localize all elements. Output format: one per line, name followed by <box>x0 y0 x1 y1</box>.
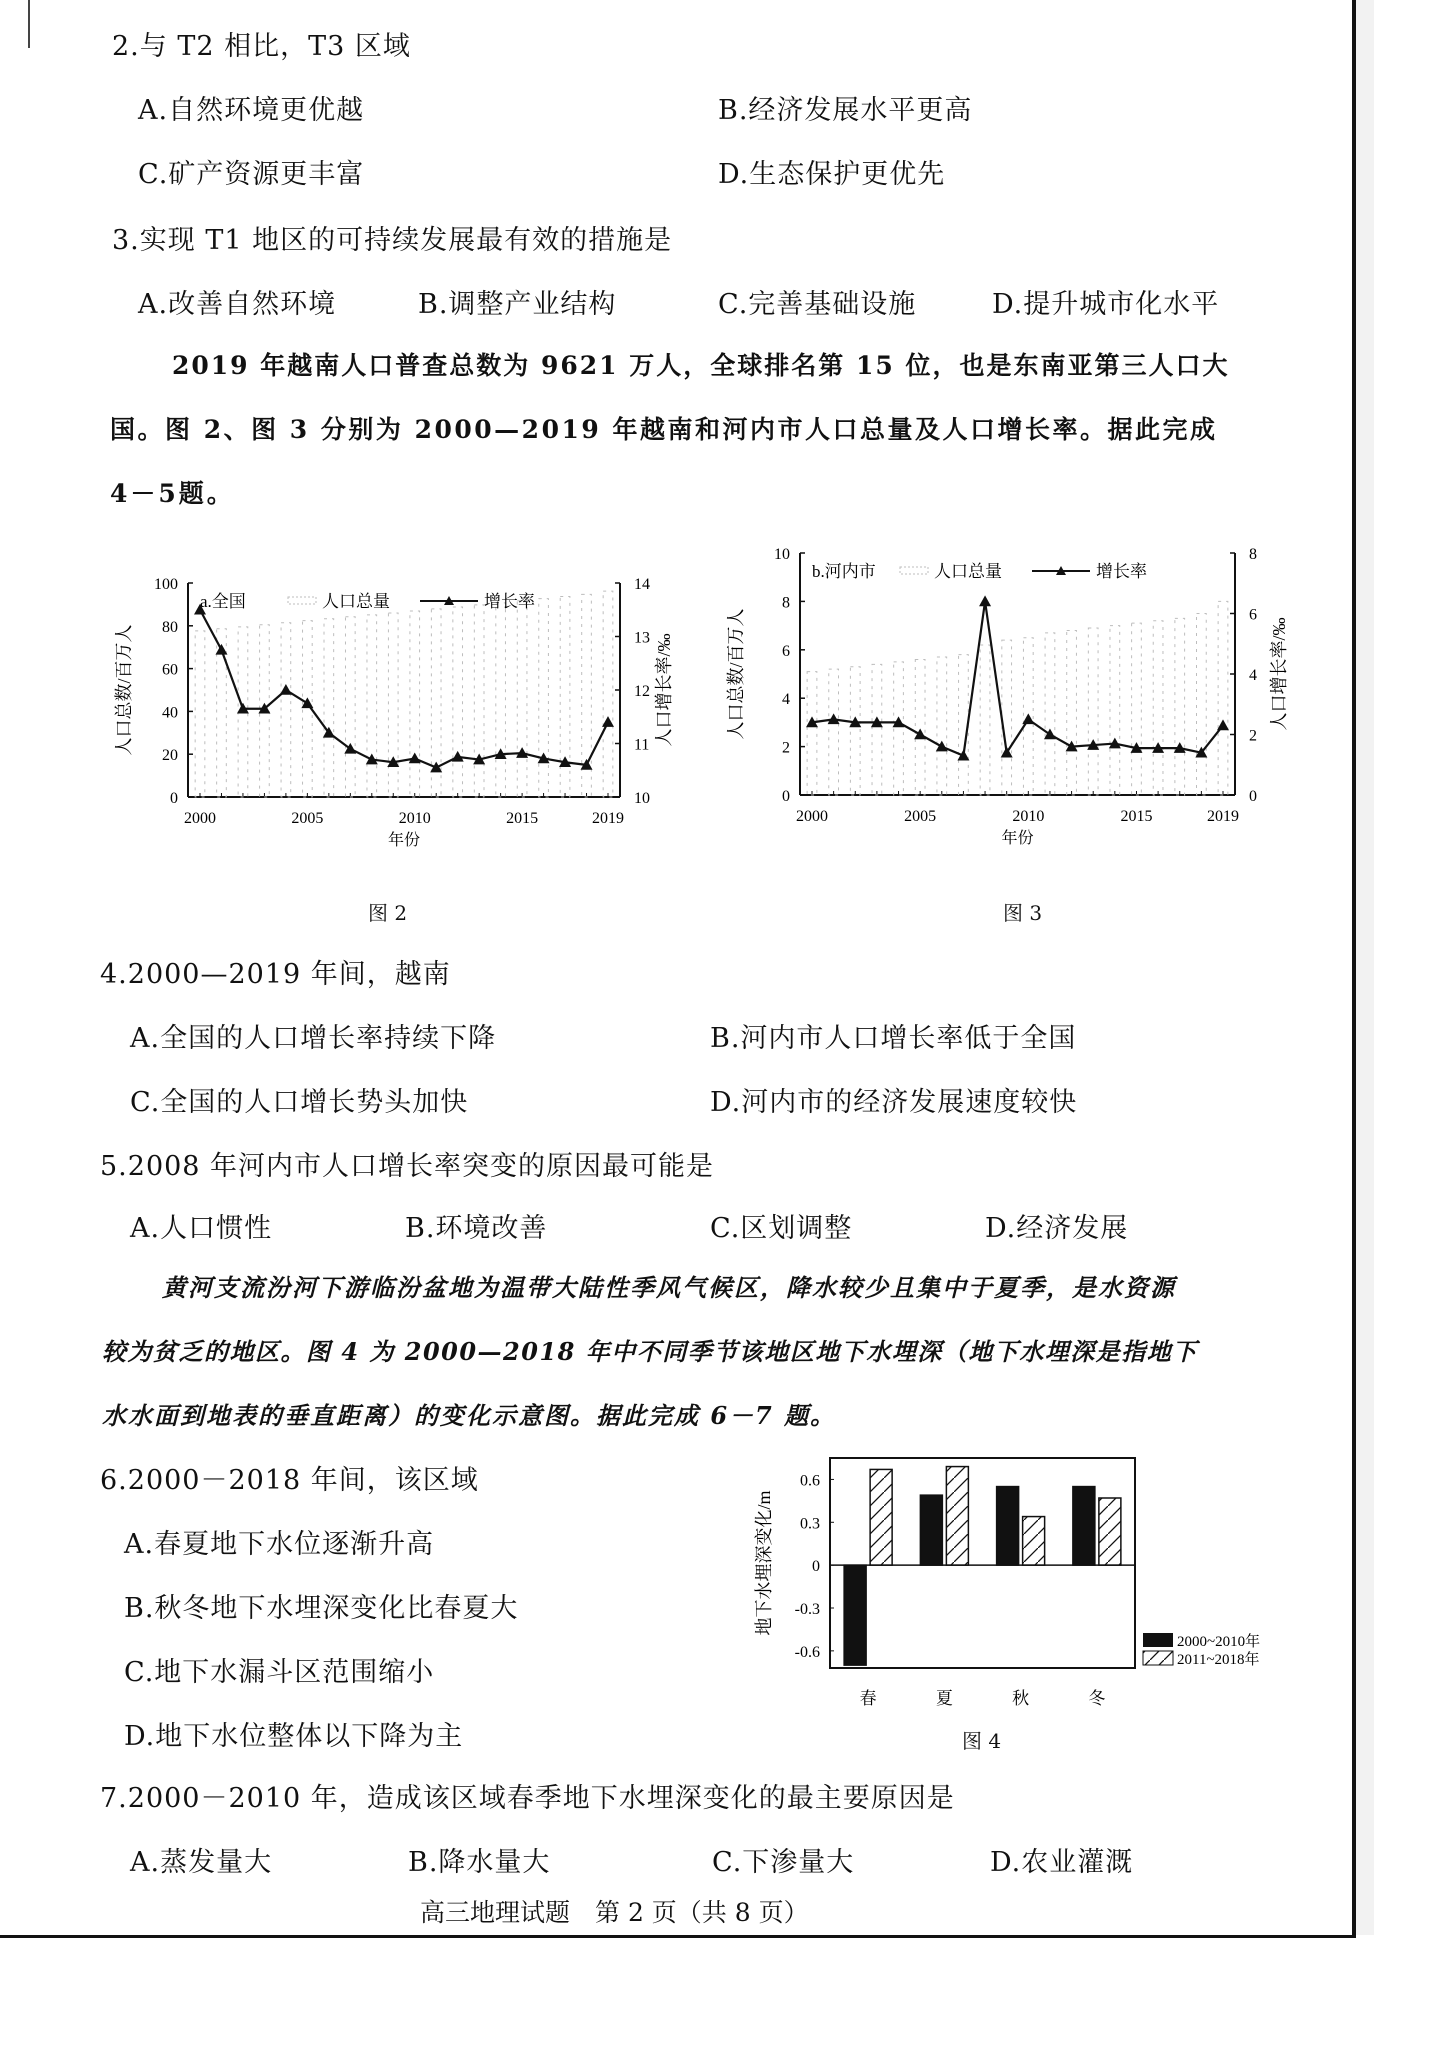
scan-mark <box>28 0 30 48</box>
growth-rate-point <box>409 752 421 763</box>
q2-option-a[interactable]: A.自然环境更优越 <box>138 95 365 126</box>
population-bar <box>539 599 549 797</box>
x-axis-title: 年份 <box>1001 830 1034 847</box>
right-axis-title: 人口增长率/‰ <box>1269 617 1289 731</box>
growth-rate-point <box>1217 719 1229 730</box>
left-axis-title: 人口总数/百万人 <box>726 608 746 740</box>
population-bar <box>850 667 860 795</box>
population-bar <box>281 623 291 797</box>
right-tick-label: 8 <box>1249 546 1257 563</box>
question-3-stem: 3.实现 T1 地区的可持续发展最有效的措施是 <box>112 225 673 256</box>
x-tick-label: 2015 <box>506 810 539 827</box>
growth-rate-point <box>301 697 313 708</box>
question-6-stem: 6.2000－2018 年间，该区域 <box>100 1465 479 1496</box>
left-tick-label: 60 <box>162 661 178 679</box>
x-category-label: 夏 <box>935 1689 953 1708</box>
population-bar <box>517 601 527 797</box>
q3-option-b[interactable]: B.调整产业结构 <box>418 289 617 320</box>
population-bar <box>872 664 882 795</box>
right-tick-label: 2 <box>1249 727 1257 745</box>
left-tick-label: 0 <box>170 790 178 807</box>
population-bar <box>1175 618 1185 795</box>
right-tick-label: 12 <box>634 683 650 700</box>
legend-growth-label: 增长率 <box>484 592 535 611</box>
y-tick-label: -0.3 <box>794 1601 820 1618</box>
q3-option-c[interactable]: C.完善基础设施 <box>718 289 917 320</box>
bar-2011-2018 <box>1023 1517 1045 1566</box>
left-tick-label: 4 <box>782 691 790 709</box>
q3-option-d[interactable]: D.提升城市化水平 <box>992 289 1220 320</box>
x-tick-label: 2005 <box>904 808 937 825</box>
q6-option-c[interactable]: C.地下水漏斗区范围缩小 <box>124 1657 435 1688</box>
y-tick-label: 0 <box>812 1558 820 1576</box>
population-bar <box>388 613 398 797</box>
legend-title: b.河内市 <box>812 562 876 581</box>
passage-1-line-1: 2019 年越南人口普查总数为 9621 万人，全球排名第 15 位，也是东南亚第三人口大 <box>172 351 1230 380</box>
growth-rate-line <box>812 601 1223 755</box>
q5-option-d[interactable]: D.经济发展 <box>985 1213 1129 1244</box>
left-tick-label: 8 <box>782 594 790 612</box>
x-tick-label: 2010 <box>398 810 431 827</box>
q2-option-c[interactable]: C.矿产资源更丰富 <box>138 159 365 190</box>
left-tick-label: 6 <box>782 642 790 660</box>
legend-swatch-2000-2010 <box>1143 1633 1173 1647</box>
growth-rate-point <box>1001 747 1013 758</box>
bar-2000-2010 <box>920 1495 942 1565</box>
figure-3-caption: 图 3 <box>1003 901 1043 925</box>
population-bar <box>496 603 506 797</box>
question-2-stem: 2.与 T2 相比，T3 区域 <box>112 31 411 62</box>
x-tick-label: 2019 <box>1207 808 1239 825</box>
figure-3-chart <box>726 535 1340 875</box>
q7-option-d[interactable]: D.农业灌溉 <box>990 1847 1134 1878</box>
y-tick-label: -0.6 <box>794 1643 820 1661</box>
left-tick-label: 100 <box>154 576 178 593</box>
x-axis-title: 年份 <box>387 832 421 849</box>
figure-2-caption: 图 2 <box>368 901 408 925</box>
q7-option-a[interactable]: A.蒸发量大 <box>130 1847 273 1878</box>
growth-rate-point <box>366 754 378 765</box>
question-4-stem: 4.2000—2019 年间，越南 <box>100 959 451 990</box>
page-footer: 高三地理试题 第 2 页（共 8 页） <box>420 1898 809 1927</box>
growth-rate-point <box>1044 729 1056 740</box>
population-bar <box>324 619 334 797</box>
growth-rate-point <box>280 684 292 695</box>
passage-2-line-2: 较为贫乏的地区。图 4 为 2000—2018 年中不同季节该地区地下水埋深（地下水埋深是指地下 <box>102 1337 1198 1366</box>
population-bar <box>345 617 355 797</box>
right-tick-label: 4 <box>1249 667 1257 684</box>
growth-rate-point <box>602 716 614 727</box>
legend-population-swatch <box>900 567 928 574</box>
population-bar <box>915 659 925 795</box>
x-category-label: 春 <box>859 1689 877 1708</box>
x-tick-label: 2000 <box>796 808 828 825</box>
population-bar <box>1045 633 1055 795</box>
q7-option-b[interactable]: B.降水量大 <box>408 1847 551 1878</box>
growth-rate-point <box>828 713 840 724</box>
right-tick-label: 11 <box>634 736 650 754</box>
legend-population-label: 人口总量 <box>934 562 1002 581</box>
left-tick-label: 10 <box>774 546 790 563</box>
left-tick-label: 40 <box>162 704 178 722</box>
q4-option-a[interactable]: A.全国的人口增长率持续下降 <box>130 1023 497 1054</box>
right-axis-title: 人口增长率/‰ <box>654 633 674 747</box>
q4-option-b[interactable]: B.河内市人口增长率低于全国 <box>710 1023 1077 1054</box>
q7-option-c[interactable]: C.下渗量大 <box>712 1847 855 1878</box>
scan-edge <box>1356 0 1374 1935</box>
question-7-stem: 7.2000－2010 年，造成该区域春季地下水埋深变化的最主要原因是 <box>100 1783 955 1814</box>
left-tick-label: 0 <box>782 788 790 805</box>
left-tick-label: 80 <box>162 618 178 636</box>
q4-option-d[interactable]: D.河内市的经济发展速度较快 <box>710 1087 1078 1118</box>
left-tick-label: 20 <box>162 747 178 765</box>
y-axis-title: 地下水埋深变化/m <box>754 1490 774 1636</box>
population-bar <box>1067 630 1077 795</box>
legend-growth-label: 增长率 <box>1096 562 1147 581</box>
population-bar <box>453 607 463 797</box>
population-bar <box>1110 626 1120 795</box>
population-bar <box>937 657 947 795</box>
right-tick-label: 14 <box>634 576 650 593</box>
population-bar <box>1002 640 1012 795</box>
q2-option-b[interactable]: B.经济发展水平更高 <box>718 95 973 126</box>
population-bar <box>367 615 377 797</box>
legend-title: a.全国 <box>200 592 246 611</box>
x-category-label: 秋 <box>1012 1689 1030 1708</box>
population-bar <box>829 669 839 795</box>
passage-1-line-2: 国。图 2、图 3 分别为 2000—2019 年越南和河内市人口总量及人口增长率。据此完成 <box>110 415 1218 444</box>
bar-2011-2018 <box>870 1469 892 1565</box>
bar-2000-2010 <box>1073 1487 1095 1566</box>
population-bar <box>980 645 990 795</box>
population-bar <box>1218 601 1228 795</box>
right-tick-label: 13 <box>634 629 650 647</box>
population-bar <box>195 631 205 797</box>
legend-population-swatch <box>288 597 316 604</box>
growth-rate-point <box>452 751 464 762</box>
left-axis-title: 人口总数/百万人 <box>114 624 134 756</box>
x-category-label: 冬 <box>1088 1689 1106 1708</box>
bar-2000-2010 <box>844 1565 866 1665</box>
population-bar <box>1088 628 1098 795</box>
right-tick-label: 10 <box>634 790 650 807</box>
legend-label-2000-2010: 2000~2010年 <box>1177 1634 1261 1650</box>
x-tick-label: 2015 <box>1120 808 1153 825</box>
legend-swatch-2011-2018 <box>1143 1651 1173 1665</box>
figure-4-chart <box>730 1450 1330 1750</box>
y-tick-label: 0.3 <box>800 1515 820 1533</box>
left-tick-label: 2 <box>782 739 790 757</box>
y-tick-label: 0.6 <box>800 1472 820 1490</box>
right-tick-label: 6 <box>1249 606 1257 624</box>
q3-option-a[interactable]: A.改善自然环境 <box>138 289 337 320</box>
growth-rate-line <box>200 610 608 768</box>
bar-2000-2010 <box>997 1487 1019 1566</box>
population-bar <box>474 605 484 797</box>
population-bar <box>1132 623 1142 795</box>
growth-rate-point <box>914 729 926 740</box>
x-tick-label: 2019 <box>592 810 624 827</box>
figure-2-chart <box>100 545 674 875</box>
x-tick-label: 2000 <box>184 810 216 827</box>
growth-rate-point <box>1022 713 1034 724</box>
x-tick-label: 2005 <box>291 810 324 827</box>
q5-option-b[interactable]: B.环境改善 <box>405 1213 548 1244</box>
passage-2-line-1: 黄河支流汾河下游临汾盆地为温带大陆性季风气候区，降水较少且集中于夏季，是水资源 <box>162 1273 1176 1302</box>
q6-option-b[interactable]: B.秋冬地下水埋深变化比春夏大 <box>124 1593 519 1624</box>
q4-option-c[interactable]: C.全国的人口增长势头加快 <box>130 1087 469 1118</box>
q5-option-c[interactable]: C.区划调整 <box>710 1213 853 1244</box>
q6-option-a[interactable]: A.春夏地下水位逐渐升高 <box>124 1529 435 1560</box>
population-bar <box>1197 614 1207 796</box>
q6-option-d[interactable]: D.地下水位整体以下降为主 <box>124 1721 464 1752</box>
bar-2011-2018 <box>1099 1498 1121 1565</box>
growth-rate-point <box>979 595 991 606</box>
growth-rate-point <box>215 644 227 655</box>
q5-option-a[interactable]: A.人口惯性 <box>130 1213 273 1244</box>
question-5-stem: 5.2008 年河内市人口增长率突变的原因最可能是 <box>100 1151 715 1182</box>
population-bar <box>410 611 420 797</box>
population-bar <box>894 662 904 795</box>
x-tick-label: 2010 <box>1012 808 1045 825</box>
bar-2011-2018 <box>946 1467 968 1566</box>
passage-1-line-3: 4－5题。 <box>110 479 235 508</box>
population-bar <box>603 591 613 797</box>
growth-rate-point <box>936 741 948 752</box>
legend-label-2011-2018: 2011~2018年 <box>1177 1652 1260 1668</box>
figure-4-caption: 图 4 <box>962 1729 1002 1753</box>
right-tick-label: 0 <box>1249 788 1257 805</box>
passage-2-line-3: 水水面到地表的垂直距离）的变化示意图。据此完成 6－7 题。 <box>102 1401 837 1430</box>
population-bar <box>807 672 817 795</box>
legend-population-label: 人口总量 <box>322 592 390 611</box>
q2-option-d[interactable]: D.生态保护更优先 <box>718 159 946 190</box>
population-bar <box>1153 621 1163 795</box>
